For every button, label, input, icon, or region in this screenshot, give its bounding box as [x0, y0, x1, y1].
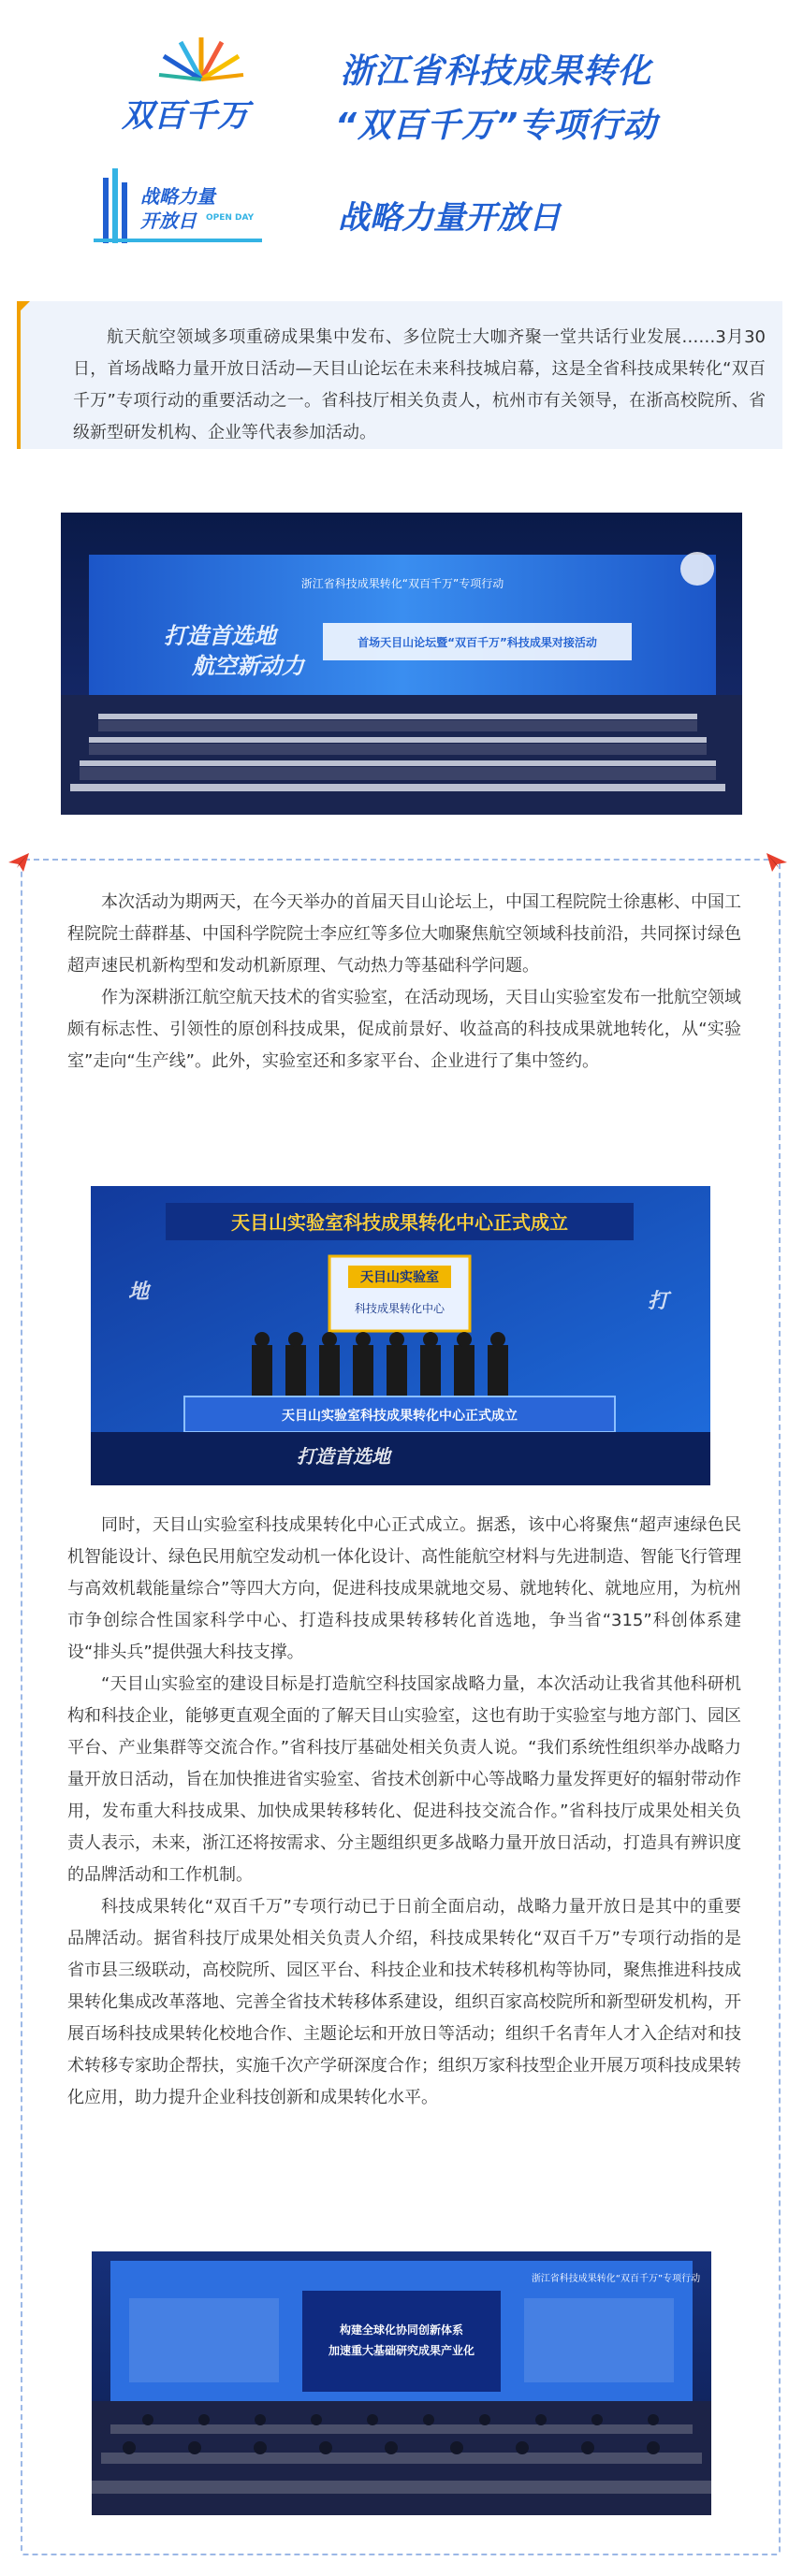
photo-ceremony	[91, 1186, 710, 1485]
article-paragraph: 本次活动为期两天，在今天举办的首届天目山论坛上，中国工程院院士徐惠彬、中国工程院院士薛群基、中国科学院院士李应红等多位大咖聚焦航空领域科技前沿，共同探讨绿色超声速民机新构型和发动机新原理、气动热力等基础科学问题。	[67, 892, 741, 976]
p3-screen-title: 浙江省科技成果转化“双百千万”专项行动	[531, 2274, 701, 2284]
airplane-icon	[6, 849, 32, 876]
photo-conference	[92, 2251, 711, 2515]
banner-title-line1: 浙江省科技成果转化	[340, 52, 652, 91]
banner-title-line2: “双百千万”专项行动	[334, 107, 658, 145]
article-paragraph: 科技成果转化“双百千万”专项行动已于日前全面启动，战略力量开放日是其中的重要品牌活动。据省科技厅成果处相关负责人介绍，科技成果转化“双百千万”专项行动指的是省市县三级联动，高校院所、园区平台、科技企业和技术转移机构等协同，聚焦推进科技成果转化集成改革落地、完善全省技术转移体系建设，组织百家高校院所和新型研发机构，开展百场科技成果转化校地合作、主题论坛和开放日等活动；组织千名青年人才入企结对和技术转移专家助企帮扶，实施千次产学研深度合作；组织万家科技型企业开展万项科技成果转化应用，助力提升企业科技创新和成果转化水平。	[67, 1897, 741, 2107]
p1-slogan2: 航空新动力	[192, 653, 304, 679]
p1-screen-title: 浙江省科技成果转化“双百千万”专项行动	[300, 577, 504, 590]
header-banner	[0, 0, 803, 276]
banner-subtitle: 战略力量开放日	[338, 199, 561, 237]
shuangbai-logo	[112, 28, 271, 150]
p2-banner-text: 天目山实验室科技成果转化中心正式成立	[231, 1211, 568, 1234]
airplane-icon	[764, 849, 790, 876]
p3-center-line1: 构建全球化协同创新体系	[339, 2323, 464, 2337]
article-section-2	[67, 1510, 741, 2114]
intro-accent-corner	[21, 301, 30, 311]
p2-podium-text: 天目山实验室科技成果转化中心正式成立	[282, 1409, 518, 1424]
intro-box	[17, 301, 782, 449]
p2-plaque-line1: 天目山实验室	[360, 1270, 439, 1285]
svg-text:地: 地	[128, 1281, 150, 1304]
p1-screen-center: 首场天目山论坛暨“双百千万”科技成果对接活动	[358, 636, 597, 649]
svg-text:打: 打	[648, 1290, 669, 1313]
logo-text: 双百千万	[122, 97, 249, 135]
p2-slogan: 打造首选地	[297, 1445, 390, 1468]
p3-center-line2: 加速重大基础研究成果产业化	[328, 2344, 475, 2357]
intro-text: 航天航空领域多项重磅成果集中发布、多位院士大咖齐聚一堂共话行业发展……3月30日，首场战略力量开放日活动—天目山论坛在未来科技城启幕，这是全省科技成果转化“双百千万”专项行动的重要活动之一。省科技厅相关负责人，杭州市有关领导，在浙高校院所、省级新型研发机构、企业等代表参加活动。	[73, 327, 766, 442]
open-day-logo	[89, 164, 267, 253]
banner-title	[281, 45, 711, 153]
article-paragraph: 作为深耕浙江航空航天技术的省实验室，在活动现场，天目山实验室发布一批航空领域颇有标志性、引领性的原创科技成果，促成前景好、收益高的科技成果就地转化，从“实验室”走向“生产线”。此外，实验室还和多家平台、企业进行了集中签约。	[67, 988, 741, 1071]
logo2-en: OPEN DAY	[206, 213, 255, 223]
article-paragraph: “天目山实验室的建设目标是打造航空科技国家战略力量，本次活动让我省其他科研机构和科技企业，能够更直观全面的了解天目山实验室，这也有助于实验室与地方部门、园区平台、产业集群等交流合作。”省科技厅基础处相关负责人说。“我们系统性组织举办战略力量开放日活动，旨在加快推进省实验室、省技术创新中心等战略力量发挥更好的辐射带动作用，发布重大科技成果、加快成果转移转化、促进科技交流合作。”省科技厅成果处相关负责人表示，未来，浙江还将按需求、分主题组织更多战略力量开放日活动，打造具有辨识度的品牌活动和工作机制。	[67, 1674, 741, 1885]
intro-accent-bar	[17, 301, 21, 449]
article-section-1	[67, 887, 741, 1078]
p1-slogan: 打造首选地	[164, 623, 276, 649]
logo2-line1: 战略力量	[140, 185, 215, 208]
p2-plaque-line2: 科技成果转化中心	[354, 1302, 445, 1315]
photo-forum-hall	[61, 513, 742, 815]
logo2-line2: 开放日	[140, 210, 197, 232]
article-paragraph: 同时，天目山实验室科技成果转化中心正式成立。据悉，该中心将聚焦“超声速绿色民机智能设计、绿色民用航空发动机一体化设计、高性能航空材料与先进制造、智能飞行管理与高效机载能量综合”等四大方向，促进科技成果就地交易、就地转化、就地应用，为杭州市争创综合性国家科学中心、打造科技成果转移转化首选地，争当省“315”科创体系建设“排头兵”提供强大科技支撑。	[67, 1515, 741, 1662]
